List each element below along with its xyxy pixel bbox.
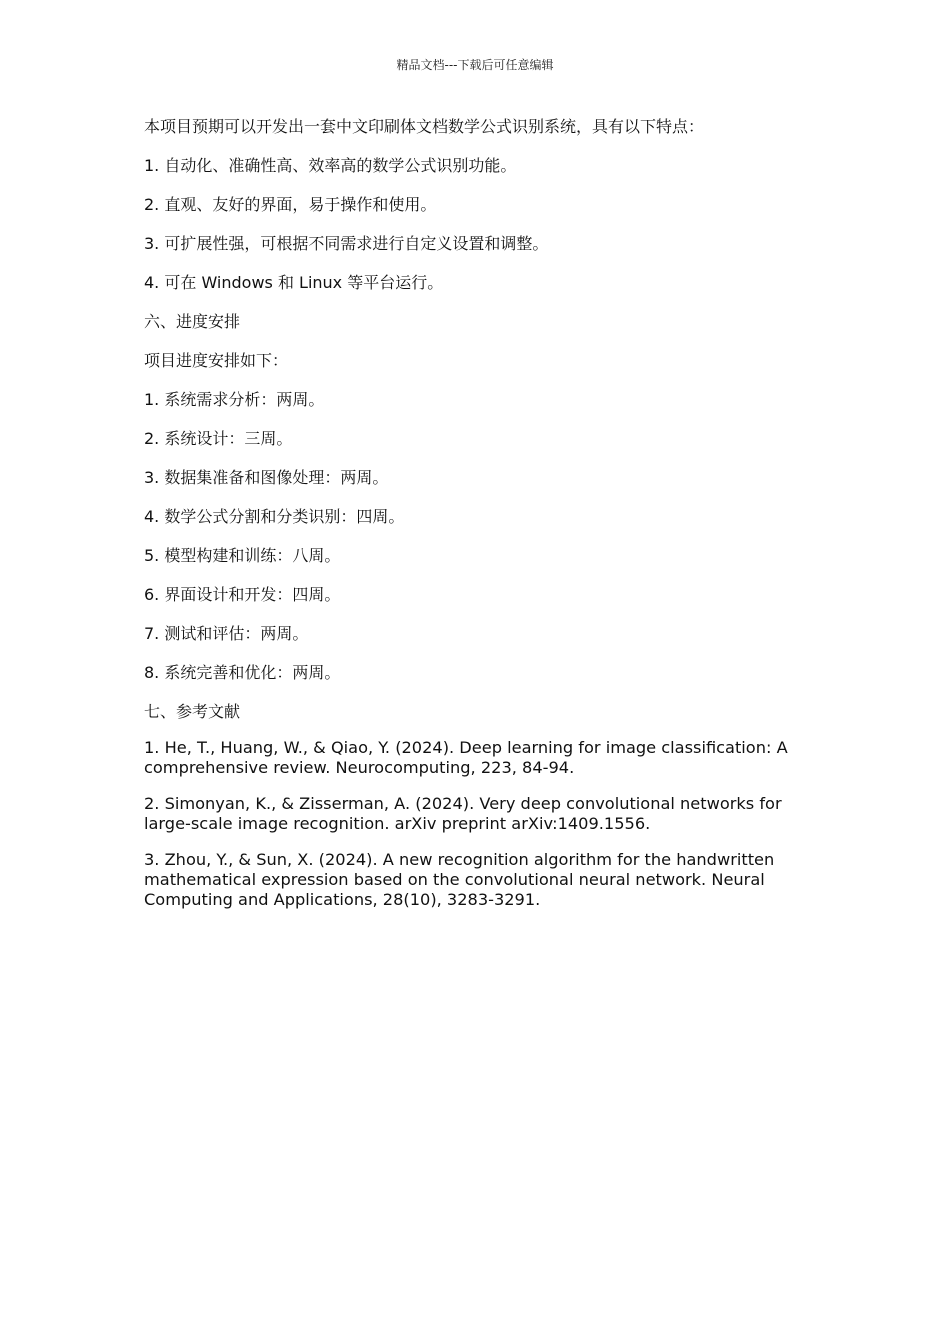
document-body xyxy=(144,116,794,926)
list-item: 2. 系统设计：三周。 xyxy=(144,429,293,448)
reference-item: 3. Zhou, Y., & Sun, X. (2024). A new recognition algorithm for the handwritten mathematical expression based on the convolutional neural network. Neural Computing and Applications, 28(10), 3283-3291. xyxy=(144,849,775,910)
list-item: 1. 系统需求分析：两周。 xyxy=(144,390,325,409)
list-item: 1. 自动化、准确性高、效率高的数学公式识别功能。 xyxy=(144,156,517,175)
list-item: 7. 测试和评估：两周。 xyxy=(144,624,309,643)
references-list xyxy=(144,738,794,911)
list-item: 6. 界面设计和开发：四周。 xyxy=(144,585,341,604)
schedule-list xyxy=(144,389,794,684)
section-heading-references: 七、参考文献 xyxy=(144,702,241,721)
list-item: 2. 直观、友好的界面，易于操作和使用。 xyxy=(144,195,437,214)
section-heading-schedule: 六、进度安排 xyxy=(144,312,241,331)
list-item: 3. 数据集准备和图像处理：两周。 xyxy=(144,468,389,487)
reference-item: 2. Simonyan, K., & Zisserman, A. (2024). Very deep convolutional networks for large-scale image recognition. arXiv preprint arXiv:1409.1556. xyxy=(144,793,782,834)
schedule-intro: 项目进度安排如下： xyxy=(144,351,289,370)
list-item: 5. 模型构建和训练：八周。 xyxy=(144,546,341,565)
list-item: 3. 可扩展性强，可根据不同需求进行自定义设置和调整。 xyxy=(144,234,549,253)
list-item: 8. 系统完善和优化：两周。 xyxy=(144,663,341,682)
page-header: 精品文档---下载后可任意编辑 xyxy=(396,58,554,72)
features-list xyxy=(144,155,794,294)
reference-item: 1. He, T., Huang, W., & Qiao, Y. (2024). Deep learning for image classification: A comprehensive review. Neurocomputing, 223, 84-94. xyxy=(144,738,788,778)
list-item: 4. 可在 Windows 和 Linux 等平台运行。 xyxy=(144,273,444,292)
list-item: 4. 数学公式分割和分类识别：四周。 xyxy=(144,507,405,526)
intro-paragraph: 本项目预期可以开发出一套中文印刷体文档数学公式识别系统，具有以下特点： xyxy=(144,117,705,136)
